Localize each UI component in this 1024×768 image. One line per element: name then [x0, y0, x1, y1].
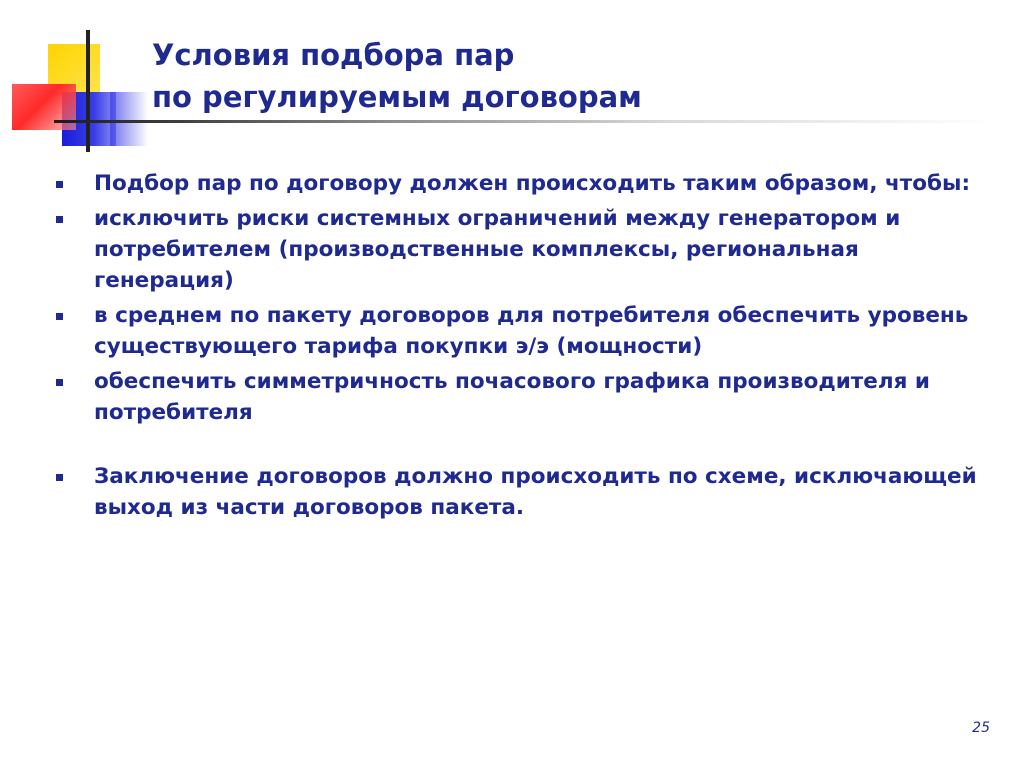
- bullet-text: обеспечить симметричность почасового графика производителя и потребителя: [94, 369, 930, 425]
- bullet-text: Заключение договоров должно происходить по схеме, исключающей выход из части договоров пакета.: [94, 464, 977, 520]
- bullet-text: Подбор пар по договору должен происходить таким образом, чтобы:: [94, 171, 971, 196]
- square-bullet-icon: [56, 181, 63, 188]
- bullet-text: исключить риски системных ограничений между генератором и потребителем (производственные комплексы, региональная генерация): [94, 206, 901, 293]
- red-square-shape: [12, 84, 76, 130]
- bullet-item: [50, 300, 980, 362]
- bullet-text: в среднем по пакету договоров для потребителя обеспечить уровень существующего тарифа покупки э/э (мощности): [94, 303, 969, 359]
- slide-title-line-2: по регулируемым договорам: [152, 80, 642, 114]
- slide-title: [152, 34, 992, 118]
- bullet-item: [50, 461, 980, 523]
- bullet-item: [50, 203, 980, 296]
- vertical-divider-line: [86, 30, 90, 152]
- blue-fade-shape: [110, 92, 148, 146]
- slide-title-line-1: Условия подбора пар: [152, 38, 515, 72]
- square-bullet-icon: [56, 379, 63, 386]
- page-number: 25: [972, 720, 990, 736]
- title-underline: [54, 120, 994, 123]
- bullet-item: [50, 168, 980, 199]
- bullet-list: [50, 168, 980, 527]
- square-bullet-icon: [56, 474, 63, 481]
- bullet-item: [50, 366, 980, 428]
- square-bullet-icon: [56, 216, 63, 223]
- decorative-logo: [0, 0, 160, 160]
- square-bullet-icon: [56, 313, 63, 320]
